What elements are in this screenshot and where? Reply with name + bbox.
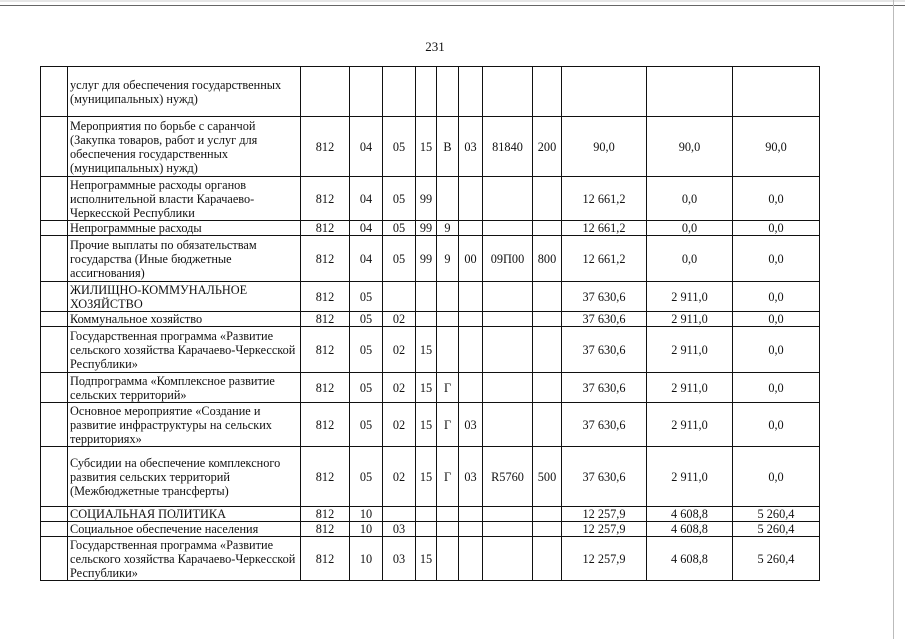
subsection-code: 02 bbox=[383, 403, 416, 447]
amount-year-3: 5 260,4 bbox=[733, 522, 820, 537]
subprogram-code bbox=[437, 327, 459, 373]
subsection-code: 03 bbox=[383, 522, 416, 537]
direction-code: R5760 bbox=[483, 447, 533, 507]
subprogram-code bbox=[437, 507, 459, 522]
amount-year-3 bbox=[733, 67, 820, 117]
amount-year-1 bbox=[562, 67, 647, 117]
table-body bbox=[41, 67, 820, 581]
subprogram-code: Г bbox=[437, 373, 459, 403]
amount-year-3: 5 260,4 bbox=[733, 507, 820, 522]
table-row bbox=[41, 522, 820, 537]
amount-year-3: 0,0 bbox=[733, 327, 820, 373]
amount-year-2: 2 911,0 bbox=[647, 373, 733, 403]
row-marker-cell bbox=[41, 282, 68, 312]
row-marker-cell bbox=[41, 221, 68, 236]
direction-code: 81840 bbox=[483, 117, 533, 177]
row-name: услуг для обеспечения государственных (муниципальных) нужд) bbox=[68, 67, 301, 117]
direction-code bbox=[483, 221, 533, 236]
program-code bbox=[416, 67, 437, 117]
table-row bbox=[41, 282, 820, 312]
expense-type-code bbox=[533, 537, 562, 581]
activity-code: 03 bbox=[459, 117, 483, 177]
ved-code: 812 bbox=[301, 117, 350, 177]
expense-type-code bbox=[533, 221, 562, 236]
program-code bbox=[416, 312, 437, 327]
program-code: 99 bbox=[416, 177, 437, 221]
direction-code bbox=[483, 537, 533, 581]
row-name: СОЦИАЛЬНАЯ ПОЛИТИКА bbox=[68, 507, 301, 522]
program-code bbox=[416, 522, 437, 537]
program-code bbox=[416, 507, 437, 522]
direction-code bbox=[483, 403, 533, 447]
amount-year-3: 0,0 bbox=[733, 312, 820, 327]
row-name: Подпрограмма «Комплексное развитие сельских территорий» bbox=[68, 373, 301, 403]
scan-border-line bbox=[0, 5, 905, 6]
amount-year-2: 2 911,0 bbox=[647, 403, 733, 447]
program-code: 15 bbox=[416, 403, 437, 447]
activity-code bbox=[459, 312, 483, 327]
section-code: 04 bbox=[350, 221, 383, 236]
direction-code bbox=[483, 507, 533, 522]
expense-type-code bbox=[533, 403, 562, 447]
subprogram-code bbox=[437, 177, 459, 221]
ved-code bbox=[301, 67, 350, 117]
subsection-code: 02 bbox=[383, 373, 416, 403]
expense-type-code bbox=[533, 67, 562, 117]
ved-code: 812 bbox=[301, 403, 350, 447]
expense-type-code bbox=[533, 507, 562, 522]
table-row bbox=[41, 373, 820, 403]
row-marker-cell bbox=[41, 117, 68, 177]
table-row bbox=[41, 507, 820, 522]
section-code: 05 bbox=[350, 447, 383, 507]
row-name: Прочие выплаты по обязательствам государства (Иные бюджетные ассигнования) bbox=[68, 236, 301, 282]
row-name: Мероприятия по борьбе с саранчой (Закупка товаров, работ и услуг для обеспечения государственных (муниципальных) нужд) bbox=[68, 117, 301, 177]
section-code: 05 bbox=[350, 373, 383, 403]
section-code: 04 bbox=[350, 117, 383, 177]
amount-year-2: 4 608,8 bbox=[647, 507, 733, 522]
table-row bbox=[41, 537, 820, 581]
subprogram-code: 9 bbox=[437, 236, 459, 282]
direction-code bbox=[483, 373, 533, 403]
row-marker-cell bbox=[41, 522, 68, 537]
amount-year-3: 0,0 bbox=[733, 177, 820, 221]
program-code: 15 bbox=[416, 373, 437, 403]
row-name: Коммунальное хозяйство bbox=[68, 312, 301, 327]
scan-edge bbox=[0, 0, 905, 2]
subprogram-code: 9 bbox=[437, 221, 459, 236]
ved-code: 812 bbox=[301, 236, 350, 282]
expense-type-code bbox=[533, 177, 562, 221]
table-row bbox=[41, 236, 820, 282]
activity-code bbox=[459, 537, 483, 581]
subsection-code bbox=[383, 282, 416, 312]
ved-code: 812 bbox=[301, 373, 350, 403]
expense-type-code bbox=[533, 373, 562, 403]
amount-year-3: 5 260,4 bbox=[733, 537, 820, 581]
scan-border-line-right bbox=[893, 0, 894, 639]
table-row bbox=[41, 312, 820, 327]
row-name: ЖИЛИЩНО-КОММУНАЛЬНОЕ ХОЗЯЙСТВО bbox=[68, 282, 301, 312]
amount-year-2: 2 911,0 bbox=[647, 282, 733, 312]
ved-code: 812 bbox=[301, 221, 350, 236]
subsection-code: 05 bbox=[383, 117, 416, 177]
amount-year-1: 37 630,6 bbox=[562, 373, 647, 403]
amount-year-3: 90,0 bbox=[733, 117, 820, 177]
row-marker-cell bbox=[41, 236, 68, 282]
row-marker-cell bbox=[41, 403, 68, 447]
amount-year-2: 0,0 bbox=[647, 236, 733, 282]
program-code bbox=[416, 282, 437, 312]
activity-code bbox=[459, 327, 483, 373]
section-code bbox=[350, 67, 383, 117]
subsection-code: 05 bbox=[383, 236, 416, 282]
program-code: 15 bbox=[416, 537, 437, 581]
table-row bbox=[41, 221, 820, 236]
subsection-code bbox=[383, 67, 416, 117]
ved-code: 812 bbox=[301, 177, 350, 221]
subprogram-code bbox=[437, 312, 459, 327]
section-code: 04 bbox=[350, 177, 383, 221]
amount-year-2: 4 608,8 bbox=[647, 537, 733, 581]
section-code: 04 bbox=[350, 236, 383, 282]
activity-code: 03 bbox=[459, 403, 483, 447]
subsection-code bbox=[383, 507, 416, 522]
ved-code: 812 bbox=[301, 447, 350, 507]
subprogram-code: Г bbox=[437, 403, 459, 447]
row-name: Непрограммные расходы органов исполнительной власти Карачаево-Черкесской Республики bbox=[68, 177, 301, 221]
amount-year-1: 37 630,6 bbox=[562, 312, 647, 327]
amount-year-1: 12 661,2 bbox=[562, 177, 647, 221]
direction-code bbox=[483, 327, 533, 373]
amount-year-1: 90,0 bbox=[562, 117, 647, 177]
amount-year-2: 2 911,0 bbox=[647, 447, 733, 507]
activity-code: 03 bbox=[459, 447, 483, 507]
amount-year-3: 0,0 bbox=[733, 403, 820, 447]
program-code: 99 bbox=[416, 236, 437, 282]
section-code: 05 bbox=[350, 403, 383, 447]
activity-code bbox=[459, 221, 483, 236]
direction-code bbox=[483, 282, 533, 312]
activity-code bbox=[459, 67, 483, 117]
ved-code: 812 bbox=[301, 312, 350, 327]
activity-code bbox=[459, 282, 483, 312]
amount-year-2: 0,0 bbox=[647, 221, 733, 236]
row-marker-cell bbox=[41, 327, 68, 373]
row-marker-cell bbox=[41, 373, 68, 403]
activity-code bbox=[459, 373, 483, 403]
direction-code: 09П00 bbox=[483, 236, 533, 282]
ved-code: 812 bbox=[301, 327, 350, 373]
subsection-code: 05 bbox=[383, 177, 416, 221]
row-name: Социальное обеспечение населения bbox=[68, 522, 301, 537]
amount-year-1: 37 630,6 bbox=[562, 403, 647, 447]
section-code: 10 bbox=[350, 537, 383, 581]
row-marker-cell bbox=[41, 177, 68, 221]
amount-year-3: 0,0 bbox=[733, 282, 820, 312]
program-code: 15 bbox=[416, 327, 437, 373]
subprogram-code bbox=[437, 522, 459, 537]
direction-code bbox=[483, 522, 533, 537]
direction-code bbox=[483, 177, 533, 221]
program-code: 15 bbox=[416, 117, 437, 177]
subprogram-code: В bbox=[437, 117, 459, 177]
table-row bbox=[41, 403, 820, 447]
amount-year-2: 4 608,8 bbox=[647, 522, 733, 537]
amount-year-3: 0,0 bbox=[733, 447, 820, 507]
row-marker-cell bbox=[41, 537, 68, 581]
expense-type-code bbox=[533, 522, 562, 537]
program-code: 99 bbox=[416, 221, 437, 236]
row-name: Непрограммные расходы bbox=[68, 221, 301, 236]
subsection-code: 02 bbox=[383, 447, 416, 507]
expense-type-code: 500 bbox=[533, 447, 562, 507]
subprogram-code bbox=[437, 67, 459, 117]
amount-year-1: 37 630,6 bbox=[562, 447, 647, 507]
ved-code: 812 bbox=[301, 507, 350, 522]
subsection-code: 02 bbox=[383, 312, 416, 327]
ved-code: 812 bbox=[301, 537, 350, 581]
amount-year-2 bbox=[647, 67, 733, 117]
amount-year-2: 2 911,0 bbox=[647, 327, 733, 373]
amount-year-3: 0,0 bbox=[733, 221, 820, 236]
row-marker-cell bbox=[41, 507, 68, 522]
amount-year-2: 90,0 bbox=[647, 117, 733, 177]
section-code: 05 bbox=[350, 312, 383, 327]
row-name: Субсидии на обеспечение комплексного развития сельских территорий (Межбюджетные трансферты) bbox=[68, 447, 301, 507]
amount-year-2: 0,0 bbox=[647, 177, 733, 221]
direction-code bbox=[483, 67, 533, 117]
row-marker-cell bbox=[41, 312, 68, 327]
subprogram-code: Г bbox=[437, 447, 459, 507]
table-row bbox=[41, 177, 820, 221]
amount-year-1: 12 257,9 bbox=[562, 522, 647, 537]
subsection-code: 03 bbox=[383, 537, 416, 581]
row-name: Основное мероприятие «Создание и развитие инфраструктуры на сельских территориях» bbox=[68, 403, 301, 447]
section-code: 05 bbox=[350, 327, 383, 373]
amount-year-2: 2 911,0 bbox=[647, 312, 733, 327]
expense-type-code bbox=[533, 327, 562, 373]
subsection-code: 05 bbox=[383, 221, 416, 236]
expense-type-code bbox=[533, 282, 562, 312]
amount-year-3: 0,0 bbox=[733, 373, 820, 403]
row-marker-cell bbox=[41, 447, 68, 507]
budget-table bbox=[40, 66, 820, 581]
amount-year-1: 12 661,2 bbox=[562, 236, 647, 282]
table-row bbox=[41, 117, 820, 177]
table-row bbox=[41, 327, 820, 373]
amount-year-1: 37 630,6 bbox=[562, 327, 647, 373]
direction-code bbox=[483, 312, 533, 327]
activity-code: 00 bbox=[459, 236, 483, 282]
subprogram-code bbox=[437, 282, 459, 312]
amount-year-1: 12 257,9 bbox=[562, 507, 647, 522]
row-marker-cell bbox=[41, 67, 68, 117]
activity-code bbox=[459, 507, 483, 522]
expense-type-code: 200 bbox=[533, 117, 562, 177]
row-name: Государственная программа «Развитие сельского хозяйства Карачаево-Черкесской Республики» bbox=[68, 537, 301, 581]
table-row bbox=[41, 67, 820, 117]
ved-code: 812 bbox=[301, 522, 350, 537]
expense-type-code: 800 bbox=[533, 236, 562, 282]
amount-year-3: 0,0 bbox=[733, 236, 820, 282]
subsection-code: 02 bbox=[383, 327, 416, 373]
amount-year-1: 12 661,2 bbox=[562, 221, 647, 236]
amount-year-1: 12 257,9 bbox=[562, 537, 647, 581]
page-number: 231 bbox=[425, 39, 445, 54]
section-code: 10 bbox=[350, 522, 383, 537]
row-name: Государственная программа «Развитие сельского хозяйства Карачаево-Черкесской Республики» bbox=[68, 327, 301, 373]
table-row bbox=[41, 447, 820, 507]
activity-code bbox=[459, 522, 483, 537]
section-code: 05 bbox=[350, 282, 383, 312]
amount-year-1: 37 630,6 bbox=[562, 282, 647, 312]
subprogram-code bbox=[437, 537, 459, 581]
program-code: 15 bbox=[416, 447, 437, 507]
section-code: 10 bbox=[350, 507, 383, 522]
ved-code: 812 bbox=[301, 282, 350, 312]
expense-type-code bbox=[533, 312, 562, 327]
activity-code bbox=[459, 177, 483, 221]
